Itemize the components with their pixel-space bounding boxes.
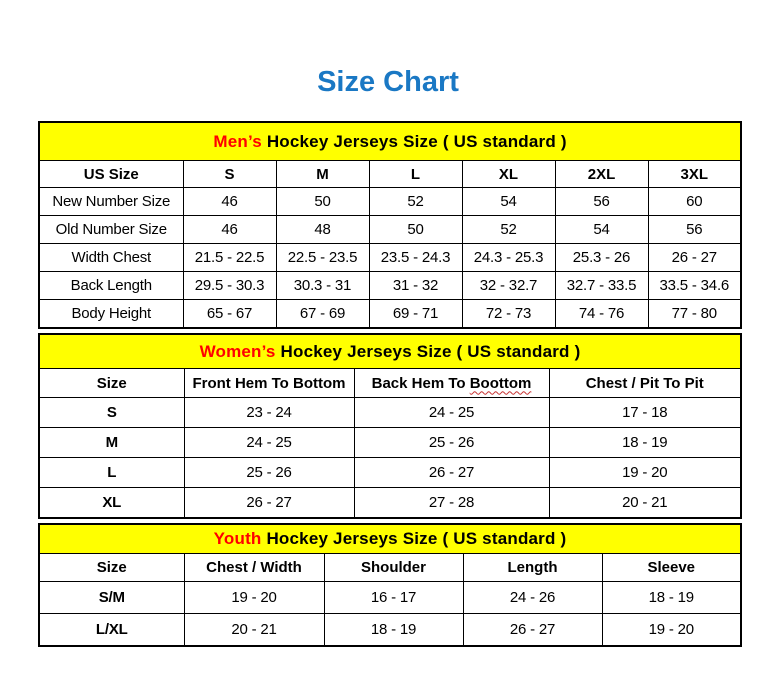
text-run: 48 — [314, 221, 331, 238]
text-run: 20 - 21 — [231, 621, 277, 638]
text-run: 46 — [221, 193, 238, 210]
cell-value — [276, 216, 369, 244]
cell-value — [183, 300, 276, 329]
text-run: M — [105, 434, 118, 451]
table-row — [39, 582, 741, 614]
column-header — [183, 161, 276, 188]
column-header — [39, 161, 183, 188]
text-run: 25.3 - 26 — [572, 249, 631, 266]
row-label — [39, 244, 183, 272]
cell-value — [354, 398, 549, 428]
column-header — [549, 369, 741, 398]
column-header — [39, 369, 184, 398]
row-label — [39, 428, 184, 458]
text-run: 32.7 - 33.5 — [566, 277, 637, 294]
youth-size-table — [38, 523, 742, 647]
cell-value — [549, 428, 741, 458]
text-run: New Number Size — [52, 193, 171, 210]
text-run: L — [410, 165, 421, 183]
banner-row — [39, 122, 741, 161]
banner-highlight-text: Men’s — [213, 131, 262, 151]
row-label — [39, 272, 183, 300]
text-run: 52 — [500, 221, 517, 238]
cell-value — [463, 582, 602, 614]
row-label — [39, 582, 184, 614]
text-run: Old Number Size — [55, 221, 167, 238]
text-run: 24 - 25 — [246, 434, 292, 451]
cell-value — [555, 300, 648, 329]
text-run: 16 - 17 — [370, 589, 417, 606]
text-run: Chest / Width — [206, 559, 302, 576]
cell-value — [549, 398, 741, 428]
cell-value — [184, 428, 354, 458]
text-run: 18 - 19 — [622, 434, 668, 451]
text-run: Hockey Jerseys Size ( US standard ) — [261, 131, 567, 151]
table-row — [39, 244, 741, 272]
text-run: 25 - 26 — [428, 434, 475, 451]
text-run: 24.3 - 25.3 — [473, 249, 544, 266]
text-run: Hockey Jerseys Size ( US standard ) — [275, 341, 581, 361]
text-run: 26 - 27 — [246, 494, 292, 511]
cell-value — [369, 272, 462, 300]
text-run: 26 - 27 — [428, 464, 475, 481]
text-run: 21.5 - 22.5 — [194, 249, 265, 266]
cell-value — [184, 582, 324, 614]
column-header — [184, 554, 324, 582]
table-row — [39, 428, 741, 458]
row-label — [39, 398, 184, 428]
text-run: US Size — [83, 165, 139, 183]
cell-value — [648, 272, 741, 300]
text-run: 26 - 27 — [509, 621, 556, 638]
cell-value — [369, 300, 462, 329]
cell-value — [463, 614, 602, 647]
text-run: 17 - 18 — [622, 404, 668, 421]
cell-value — [354, 458, 549, 488]
cell-value — [648, 216, 741, 244]
banner-highlight-text: Youth — [213, 529, 262, 548]
row-label — [39, 216, 183, 244]
text-run: Front Hem To Bottom — [192, 374, 346, 392]
cell-value — [184, 398, 354, 428]
cell-value — [324, 614, 463, 647]
table-row — [39, 398, 741, 428]
text-run: 23.5 - 24.3 — [380, 249, 451, 266]
text-run: 22.5 - 23.5 — [287, 249, 358, 266]
header-row — [39, 161, 741, 188]
column-header — [462, 161, 555, 188]
text-run: Size — [96, 559, 127, 576]
womens-banner — [39, 334, 741, 369]
text-run: Body Height — [71, 305, 152, 322]
cell-value — [555, 188, 648, 216]
text-run: XL — [102, 494, 122, 511]
text-run: 23 - 24 — [246, 404, 292, 421]
misspelled-text: Boottom — [469, 374, 532, 392]
cell-value — [555, 216, 648, 244]
text-run: 72 - 73 — [485, 305, 532, 322]
text-run: 29.5 - 30.3 — [194, 277, 265, 294]
banner-highlight-text: Women’s — [199, 341, 276, 361]
text-run: Back Hem To — [371, 374, 470, 392]
column-header — [555, 161, 648, 188]
text-run: Back Length — [70, 277, 152, 294]
text-run: S — [106, 404, 117, 421]
cell-value — [369, 244, 462, 272]
text-run: M — [316, 165, 329, 183]
cell-value — [549, 488, 741, 519]
cell-value — [555, 272, 648, 300]
cell-value — [183, 188, 276, 216]
text-run: 50 — [314, 193, 331, 210]
text-run: L/XL — [95, 621, 128, 638]
text-run: 56 — [593, 193, 610, 210]
table-row — [39, 216, 741, 244]
table-row — [39, 614, 741, 647]
text-run: 2XL — [587, 165, 616, 183]
cell-value — [354, 488, 549, 519]
cell-value — [462, 272, 555, 300]
column-header — [276, 161, 369, 188]
text-run: 3XL — [680, 165, 709, 183]
cell-value — [324, 582, 463, 614]
text-run: 50 — [407, 221, 424, 238]
table-row — [39, 188, 741, 216]
cell-value — [462, 244, 555, 272]
text-run: 33.5 - 34.6 — [659, 277, 730, 294]
cell-value — [462, 188, 555, 216]
cell-value — [462, 216, 555, 244]
womens-size-table — [38, 333, 742, 519]
cell-value — [369, 216, 462, 244]
column-header — [602, 554, 741, 582]
cell-value — [648, 300, 741, 329]
text-run: 30.3 - 31 — [293, 277, 352, 294]
text-run: 24 - 25 — [428, 404, 475, 421]
text-run: Size — [96, 374, 127, 392]
cell-value — [602, 614, 741, 647]
text-run: S/M — [98, 589, 125, 606]
column-header — [648, 161, 741, 188]
row-label — [39, 458, 184, 488]
cell-value — [276, 244, 369, 272]
mens-size-table — [38, 121, 742, 329]
text-run: L — [107, 464, 117, 481]
cell-value — [555, 244, 648, 272]
page-title: Size Chart — [317, 66, 459, 98]
cell-value — [276, 300, 369, 329]
cell-value — [276, 188, 369, 216]
cell-value — [183, 272, 276, 300]
cell-value — [184, 488, 354, 519]
text-run: 25 - 26 — [246, 464, 292, 481]
row-label — [39, 300, 183, 329]
column-header — [324, 554, 463, 582]
text-run: 56 — [686, 221, 703, 238]
column-header — [184, 369, 354, 398]
text-run: 54 — [593, 221, 610, 238]
youth-banner — [39, 524, 741, 554]
text-run: 18 - 19 — [648, 589, 694, 606]
text-run: 19 - 20 — [231, 589, 277, 606]
cell-value — [183, 244, 276, 272]
text-run: 46 — [221, 221, 238, 238]
header-row — [39, 369, 741, 398]
table-row — [39, 300, 741, 329]
column-header — [354, 369, 549, 398]
text-run: Shoulder — [360, 559, 426, 576]
banner-row — [39, 334, 741, 369]
text-run: 18 - 19 — [370, 621, 417, 638]
cell-value — [462, 300, 555, 329]
cell-value — [369, 188, 462, 216]
row-label — [39, 488, 184, 519]
text-run: XL — [498, 165, 519, 183]
cell-value — [549, 458, 741, 488]
text-run: 19 - 20 — [648, 621, 694, 638]
text-run: 54 — [500, 193, 517, 210]
text-run: 31 - 32 — [392, 277, 439, 294]
row-label — [39, 614, 184, 647]
text-run: 52 — [407, 193, 424, 210]
text-run: Width Chest — [71, 249, 151, 266]
cell-value — [648, 244, 741, 272]
column-header — [463, 554, 602, 582]
cell-value — [184, 458, 354, 488]
text-run: 77 - 80 — [671, 305, 717, 322]
text-run: 67 - 69 — [299, 305, 346, 322]
column-header — [39, 554, 184, 582]
text-run: 19 - 20 — [622, 464, 668, 481]
cell-value — [354, 428, 549, 458]
text-run: S — [224, 165, 235, 183]
header-row — [39, 554, 741, 582]
cell-value — [648, 188, 741, 216]
cell-value — [276, 272, 369, 300]
cell-value — [602, 582, 741, 614]
text-run: Length — [507, 559, 558, 576]
cell-value — [184, 614, 324, 647]
table-row — [39, 458, 741, 488]
table-row — [39, 488, 741, 519]
text-run: 69 - 71 — [392, 305, 439, 322]
banner-row — [39, 524, 741, 554]
text-run: 26 - 27 — [671, 249, 717, 266]
cell-value — [183, 216, 276, 244]
text-run: 20 - 21 — [622, 494, 668, 511]
row-label — [39, 188, 183, 216]
text-run: 24 - 26 — [509, 589, 556, 606]
text-run: 60 — [686, 193, 703, 210]
text-run: 65 - 67 — [206, 305, 253, 322]
mens-banner — [39, 122, 741, 161]
text-run: Sleeve — [647, 559, 696, 576]
table-row — [39, 272, 741, 300]
text-run: 32 - 32.7 — [479, 277, 538, 294]
text-run: 74 - 76 — [578, 305, 625, 322]
text-run: Hockey Jerseys Size ( US standard ) — [261, 529, 567, 548]
text-run: Chest / Pit To Pit — [585, 374, 704, 392]
column-header — [369, 161, 462, 188]
text-run: 27 - 28 — [428, 494, 475, 511]
